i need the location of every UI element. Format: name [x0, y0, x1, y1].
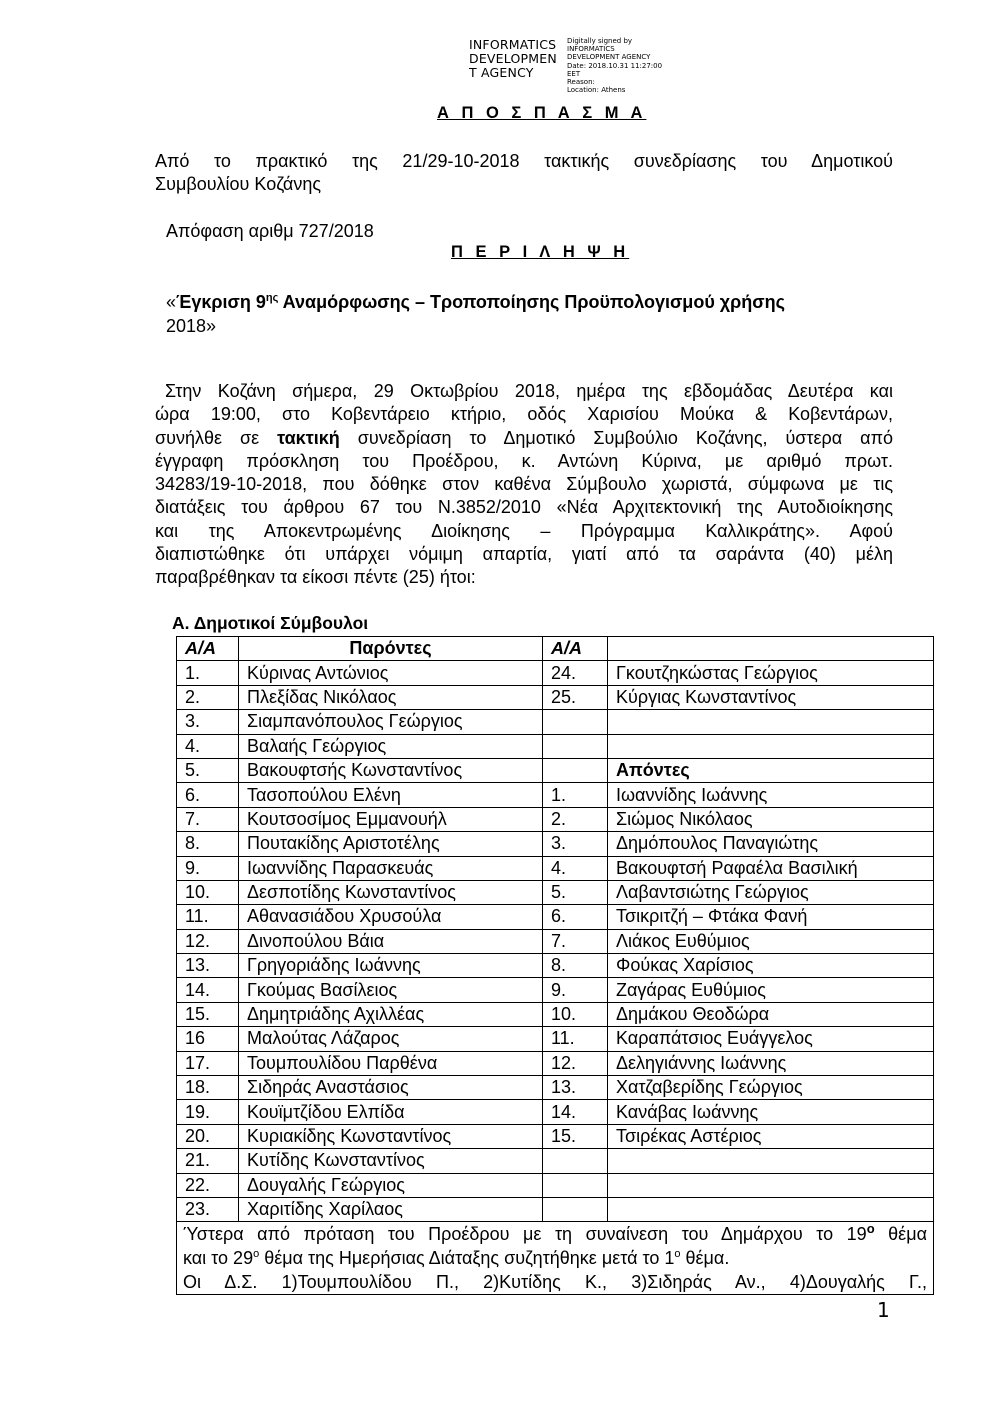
- row-number-present: 4.: [177, 734, 239, 758]
- signature-name-line: INFORMATICS: [469, 37, 557, 52]
- second-column-name: [608, 1149, 934, 1173]
- body-line: 34283/19-10-2018, που δόθηκε στον καθένα Σύμβουλο χωριστά, σύμφωνα με τις: [155, 474, 893, 495]
- second-column-name: Τσικριτζή – Φτάκα Φανή: [608, 905, 934, 929]
- row-number-second: 3.: [543, 832, 608, 856]
- meeting-body-paragraph: [155, 380, 893, 590]
- body-bold-text: τακτική: [277, 427, 340, 448]
- body-line: ώρα 19:00, στο Κοβεντάρειο κτήριο, οδός Χαρισίου Μούκα & Κοβεντάρων,: [155, 404, 893, 425]
- decision-number: Απόφαση αριθμ 727/2018: [166, 221, 374, 241]
- column-header-aa: Α/Α: [543, 637, 608, 661]
- table-row: [177, 710, 934, 734]
- table-row: [177, 807, 934, 831]
- column-header-aa: Α/Α: [177, 637, 239, 661]
- row-number-second: 6.: [543, 905, 608, 929]
- minutes-reference-line: Συμβουλίου Κοζάνης: [155, 174, 322, 194]
- row-number-second: 15.: [543, 1124, 608, 1148]
- present-member-name: Χαριτίδης Χαρίλαος: [239, 1197, 543, 1221]
- present-member-name: Δουγαλής Γεώργιος: [239, 1173, 543, 1197]
- row-number-present: 10.: [177, 880, 239, 904]
- row-number-second: [543, 758, 608, 782]
- table-row: [177, 954, 934, 978]
- second-column-name: Δημάκου Θεοδώρα: [608, 1002, 934, 1026]
- row-number-present: 17.: [177, 1051, 239, 1075]
- row-number-second: 25.: [543, 685, 608, 709]
- decision-subject: [166, 290, 896, 338]
- table-row: [177, 978, 934, 1002]
- present-member-name: Σιαμπανόπουλος Γεώργιος: [239, 710, 543, 734]
- table-header-row: [177, 637, 934, 661]
- note-text: θέμα.: [680, 1248, 730, 1269]
- signature-detail-line: INFORMATICS: [567, 45, 615, 54]
- signature-reason: Reason:: [567, 78, 595, 87]
- column-header-present: Παρόντες: [239, 637, 543, 661]
- agenda-note: [177, 1222, 934, 1295]
- row-number-present: 6.: [177, 783, 239, 807]
- table-row: [177, 905, 934, 929]
- second-column-name: Λιάκος Ευθύμιος: [608, 929, 934, 953]
- signature-date: Date: 2018.10.31 11:27:00: [567, 61, 663, 70]
- row-number-present: 3.: [177, 710, 239, 734]
- row-number-second: [543, 1149, 608, 1173]
- second-column-name: Κύργιας Κωνσταντίνος: [608, 685, 934, 709]
- signature-name-line: T AGENCY: [469, 65, 534, 80]
- row-number-present: 22.: [177, 1173, 239, 1197]
- present-member-name: Κουτσοσίμος Εμμανουήλ: [239, 807, 543, 831]
- table-row: [177, 1173, 934, 1197]
- document-title: Α Π Ο Σ Π Α Σ Μ Α: [437, 104, 647, 122]
- signature-location: Location: Athens: [567, 86, 626, 95]
- row-number-present: 15.: [177, 1002, 239, 1026]
- row-number-present: 19.: [177, 1100, 239, 1124]
- section-title: Α. Δημοτικοί Σύμβουλοι: [172, 613, 369, 633]
- minutes-reference: [155, 150, 893, 196]
- row-number-present: 21.: [177, 1149, 239, 1173]
- body-line: παραβρέθηκαν τα είκοσι πέντε (25) ήτοι:: [155, 567, 476, 588]
- second-column-name: Χατζαβερίδης Γεώργιος: [608, 1076, 934, 1100]
- row-number-present: 8.: [177, 832, 239, 856]
- ordinal-superscript: ο: [253, 1248, 260, 1261]
- row-number-present: 9.: [177, 856, 239, 880]
- body-text: συνήλθε σε: [155, 427, 278, 448]
- table-row: [177, 1027, 934, 1051]
- second-column-name: Τσιρέκας Αστέριος: [608, 1124, 934, 1148]
- second-column-name: Λαβαντσιώτης Γεώργιος: [608, 880, 934, 904]
- row-number-present: 13.: [177, 954, 239, 978]
- table-row: [177, 1002, 934, 1026]
- subject-year: 2018»: [166, 316, 217, 336]
- present-member-name: Μαλούτας Λάζαρος: [239, 1027, 543, 1051]
- table-row: [177, 1051, 934, 1075]
- table-note-row: [177, 1222, 934, 1295]
- table-row: [177, 758, 934, 782]
- second-column-name: Γκουτζηκώστας Γεώργιος: [608, 661, 934, 685]
- present-member-name: Ιωαννίδης Παρασκευάς: [239, 856, 543, 880]
- row-number-present: 20.: [177, 1124, 239, 1148]
- table-row: [177, 734, 934, 758]
- row-number-second: 24.: [543, 661, 608, 685]
- row-number-second: 12.: [543, 1051, 608, 1075]
- row-number-second: 11.: [543, 1027, 608, 1051]
- present-member-name: Γρηγοριάδης Ιωάννης: [239, 954, 543, 978]
- row-number-second: 4.: [543, 856, 608, 880]
- present-member-name: Βακουφτσής Κωνσταντίνος: [239, 758, 543, 782]
- note-text: θέμα της Ημερήσιας Διάταξης συζητήθηκε μετά το 1: [259, 1248, 675, 1269]
- present-member-name: Βαλαής Γεώργιος: [239, 734, 543, 758]
- present-member-name: Κυτίδης Κωνσταντίνος: [239, 1149, 543, 1173]
- row-number-second: 7.: [543, 929, 608, 953]
- table-row: [177, 856, 934, 880]
- row-number-second: 13.: [543, 1076, 608, 1100]
- subject-text: Αναμόρφωσης – Τροποποίησης Προϋπολογισμού χρήσης: [278, 292, 785, 312]
- second-column-name: Βακουφτσή Ραφαέλα Βασιλική: [608, 856, 934, 880]
- present-member-name: Πλεξίδας Νικόλαος: [239, 685, 543, 709]
- digital-signature-details: [567, 37, 662, 94]
- body-line: διαπιστώθηκε ότι υπάρχει νόμιμη απαρτία, γιατί από τα σαράντα (40) μέλη: [155, 544, 893, 565]
- row-number-present: 7.: [177, 807, 239, 831]
- present-member-name: Πουτακίδης Αριστοτέλης: [239, 832, 543, 856]
- body-line: και της Αποκεντρωμένης Διοίκησης – Πρόγραμμα Καλλικράτης». Αφού: [155, 520, 893, 541]
- minutes-reference-line: Από το πρακτικό της 21/29-10-2018 τακτικής συνεδρίασης του Δημοτικού: [155, 151, 893, 171]
- second-column-name: Φούκας Χαρίσιος: [608, 954, 934, 978]
- row-number-present: 18.: [177, 1076, 239, 1100]
- second-column-name: Δημόπουλος Παναγιώτης: [608, 832, 934, 856]
- page-number: 1: [877, 1298, 890, 1322]
- note-line: Οι Δ.Σ. 1)Τουμπουλίδου Π., 2)Κυτίδης Κ., 3)Σιδηράς Αν., 4)Δουγαλής Γ.,: [183, 1272, 927, 1293]
- second-column-name: Ιωαννίδης Ιωάννης: [608, 783, 934, 807]
- present-member-name: Αθανασιάδου Χρυσούλα: [239, 905, 543, 929]
- second-column-name: Κανάβας Ιωάννης: [608, 1100, 934, 1124]
- row-number-present: 1.: [177, 661, 239, 685]
- present-member-name: Γκούμας Βασίλειος: [239, 978, 543, 1002]
- row-number-second: [543, 734, 608, 758]
- body-line: [155, 427, 893, 450]
- row-number-second: 5.: [543, 880, 608, 904]
- row-number-present: 11.: [177, 905, 239, 929]
- body-line: Στην Κοζάνη σήμερα, 29 Οκτωβρίου 2018, ημέρα της εβδομάδας Δευτέρα και: [165, 381, 893, 401]
- row-number-present: 5.: [177, 758, 239, 782]
- present-member-name: Σιδηράς Αναστάσιος: [239, 1076, 543, 1100]
- note-text: και το 29: [183, 1248, 254, 1269]
- second-column-name: Δεληγιάννης Ιωάννης: [608, 1051, 934, 1075]
- second-column-name: Ζαγάρας Ευθύμιος: [608, 978, 934, 1002]
- row-number-second: 10.: [543, 1002, 608, 1026]
- table-row: [177, 1100, 934, 1124]
- signature-detail-line: DEVELOPMENT AGENCY: [567, 53, 651, 62]
- present-member-name: Κουϊμτζίδου Ελπίδα: [239, 1100, 543, 1124]
- present-member-name: Τασοπούλου Ελένη: [239, 783, 543, 807]
- row-number-second: [543, 710, 608, 734]
- signature-organization-name: [469, 38, 557, 80]
- table-row: [177, 832, 934, 856]
- present-member-name: Τουμπουλίδου Παρθένα: [239, 1051, 543, 1075]
- present-member-name: Δεσποτίδης Κωνσταντίνος: [239, 880, 543, 904]
- table-row: [177, 685, 934, 709]
- table-row: [177, 880, 934, 904]
- present-member-name: Κυριακίδης Κωνσταντίνος: [239, 1124, 543, 1148]
- row-number-second: 2.: [543, 807, 608, 831]
- table-row: [177, 929, 934, 953]
- note-line: [183, 1246, 927, 1270]
- row-number-present: 23.: [177, 1197, 239, 1221]
- present-member-name: Δημητριάδης Αχιλλέας: [239, 1002, 543, 1026]
- body-text: συνεδρίαση το Δημοτικό Συμβούλιο Κοζάνης, ύστερα από: [339, 427, 893, 448]
- ordinal-superscript: ο: [866, 1221, 875, 1237]
- second-column-name: [608, 734, 934, 758]
- second-column-name: [608, 1197, 934, 1221]
- summary-title: Π Ε Ρ Ι Λ Η Ψ Η: [451, 243, 630, 261]
- note-line: [183, 1222, 927, 1246]
- second-column-name: Σιώμος Νικόλαος: [608, 807, 934, 831]
- subject-superscript: ης: [265, 292, 279, 304]
- ordinal-superscript: ο: [674, 1248, 681, 1261]
- table-row: [177, 661, 934, 685]
- table-row: [177, 1197, 934, 1221]
- subject-text: Έγκριση 9: [176, 292, 266, 312]
- note-text: Ύστερα από πρόταση του Προέδρου με τη συναίνεση του Δημάρχου το 19: [183, 1224, 867, 1245]
- second-column-name: [608, 1173, 934, 1197]
- signature-name-line: DEVELOPMEN: [469, 51, 557, 66]
- council-members-table: [176, 636, 934, 1295]
- present-member-name: Κύρινας Αντώνιος: [239, 661, 543, 685]
- row-number-second: 9.: [543, 978, 608, 1002]
- table-row: [177, 783, 934, 807]
- body-line: διατάξεις του άρθρου 67 του Ν.3852/2010 «Νέα Αρχιτεκτονική της Αυτοδιοίκησης: [155, 497, 893, 518]
- note-text: θέμα: [874, 1224, 927, 1245]
- column-header-empty: [608, 637, 934, 661]
- row-number-second: [543, 1197, 608, 1221]
- table-row: [177, 1076, 934, 1100]
- row-number-second: 8.: [543, 954, 608, 978]
- table-row: [177, 1124, 934, 1148]
- row-number-present: 2.: [177, 685, 239, 709]
- quote-mark: «: [166, 292, 177, 312]
- row-number-second: 14.: [543, 1100, 608, 1124]
- second-column-name: Καραπάτσιος Ευάγγελος: [608, 1027, 934, 1051]
- row-number-present: 14.: [177, 978, 239, 1002]
- signature-detail-line: Digitally signed by: [567, 37, 633, 45]
- absent-header: Απόντες: [608, 758, 934, 782]
- second-column-name: [608, 710, 934, 734]
- present-member-name: Δινοπούλου Βάια: [239, 929, 543, 953]
- row-number-present: 16: [177, 1027, 239, 1051]
- table-row: [177, 1149, 934, 1173]
- row-number-present: 12.: [177, 929, 239, 953]
- body-line: έγγραφη πρόσκληση του Προέδρου, κ. Αντώνη Κύρινα, με αριθμό πρωτ.: [155, 450, 893, 471]
- row-number-second: [543, 1173, 608, 1197]
- signature-detail-line: EET: [567, 69, 581, 78]
- row-number-second: 1.: [543, 783, 608, 807]
